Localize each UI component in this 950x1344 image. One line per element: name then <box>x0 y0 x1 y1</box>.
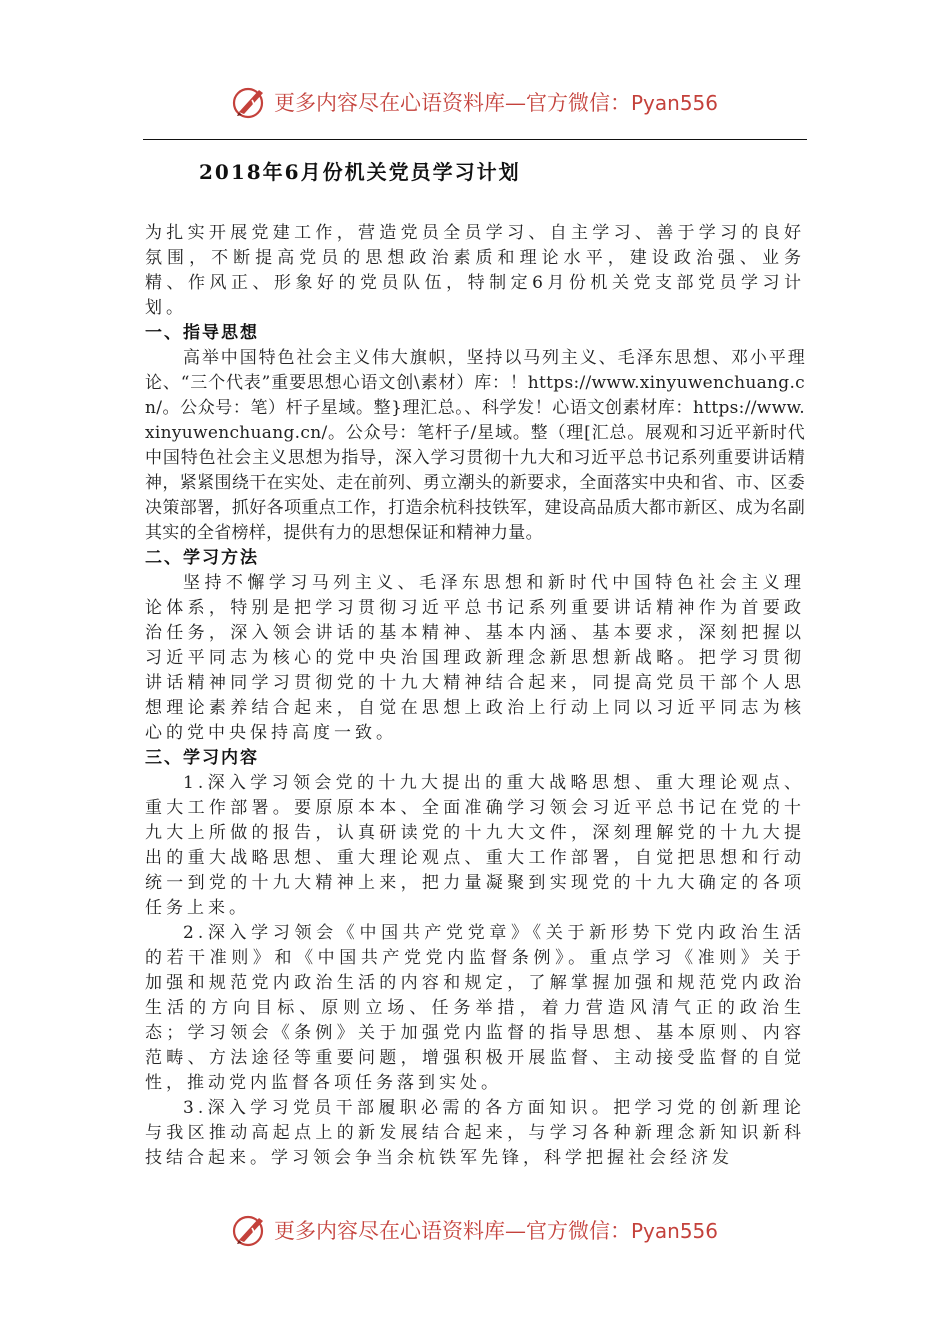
promo-text <box>274 1215 718 1245</box>
footer-banner <box>0 1207 950 1253</box>
document-title: 2018年6月份机关党员学习计划 <box>199 160 521 184</box>
intro-paragraph: 为扎实开展党建工作，营造党员全员学习、自主学习、善于学习的良好氛围，不断提高党员的思想政治素质和理论水平，建设政治强、业务精、作风正、形象好的党员队伍，特制定6月份机关党支部党员学习计划。 <box>145 223 805 318</box>
study-content-item-3: 3.深入学习党员干部履职必需的各方面知识。把学习党的创新理论与我区推动高起点上的新发展结合起来，与学习各种新理念新知识新科技结合起来。学习领会争当余杭铁军先锋，科学把握社会经济发 <box>145 1098 805 1168</box>
study-method-paragraph: 坚持不懈学习马列主义、毛泽东思想和新时代中国特色社会主义理论体系，特别是把学习贯彻习近平总书记系列重要讲话精神作为首要政治任务，深入领会讲话的基本精神、基本内涵、基本要求，深刻把握以习近平同志为核心的党中央治国理政新理念新思想新战略。把学习贯彻讲话精神同学习贯彻党的十九大精神结合起来，同提高党员干部个人思想理论素养结合起来，自觉在思想上政治上行动上同以习近平同志为核心的党中央保持高度一致。 <box>145 573 805 743</box>
study-content-item-1: 1.深入学习领会党的十九大提出的重大战略思想、重大理论观点、重大工作部署。要原原本本、全面准确学习领会习近平总书记在党的十九大上所做的报告，认真研读党的十九大文件，深刻理解党的十九大提出的重大战略思想、重大理论观点、重大工作部署，自觉把思想和行动统一到党的十九大精神上来，把力量凝聚到实现党的十九大确定的各项任务上来。 <box>145 773 805 918</box>
section-heading-study-content: 三、学习内容 <box>145 748 259 768</box>
wechat-id: Pyan556 <box>630 91 718 115</box>
header-banner <box>0 79 950 125</box>
section-heading-study-method: 二、学习方法 <box>145 548 259 568</box>
pen-logo-icon <box>232 1212 268 1248</box>
guiding-ideology-paragraph: 高举中国特色社会主义伟大旗帜，坚持以马列主义、毛泽东思想、邓小平理论、“三个代表”重要思想心语文创\素材）库：！https://www.xinyuwenchuang.cn/。公众号：笔）杆子星域。整}理汇总。、科学发！心语文创素材库：https://www.xinyuwenchuang.cn/。公众号：笔杆子/星域。整（理[汇总。展观和习近平新时代中国特色社会主义思想为指导，深入学习贯彻十九大和习近平总书记系列重要讲话精神，紧紧围绕干在实处、走在前列、勇立潮头的新要求，全面落实中央和省、市、区委决策部署，抓好各项重点工作，打造余杭科技铁军，建设高品质大都市新区、成为名副其实的全省榜样，提供有力的思想保证和精神力量。 <box>145 348 805 543</box>
promo-label: 更多内容尽在心语资料库—官方微信： <box>273 1219 631 1243</box>
promo-label: 更多内容尽在心语资料库—官方微信： <box>273 91 631 115</box>
study-content-item-2: 2.深入学习领会《中国共产党党章》《关于新形势下党内政治生活的若干准则》和《中国共产党党内监督条例》。重点学习《准则》关于加强和规范党内政治生活的内容和规定，了解掌握加强和规范党内政治生活的方向目标、原则立场、任务举措，着力营造风清气正的政治生态；学习领会《条例》关于加强党内监督的指导思想、基本原则、内容范畴、方法途径等重要问题，增强积极开展监督、主动接受监督的自觉性，推动党内监督各项任务落到实处。 <box>145 923 805 1093</box>
section-heading-guiding-ideology: 一、指导思想 <box>145 323 259 343</box>
promo-text <box>274 87 718 117</box>
header-divider <box>143 139 807 140</box>
pen-logo-icon <box>232 84 268 120</box>
document-body <box>145 221 805 1171</box>
wechat-id: Pyan556 <box>630 1219 718 1243</box>
